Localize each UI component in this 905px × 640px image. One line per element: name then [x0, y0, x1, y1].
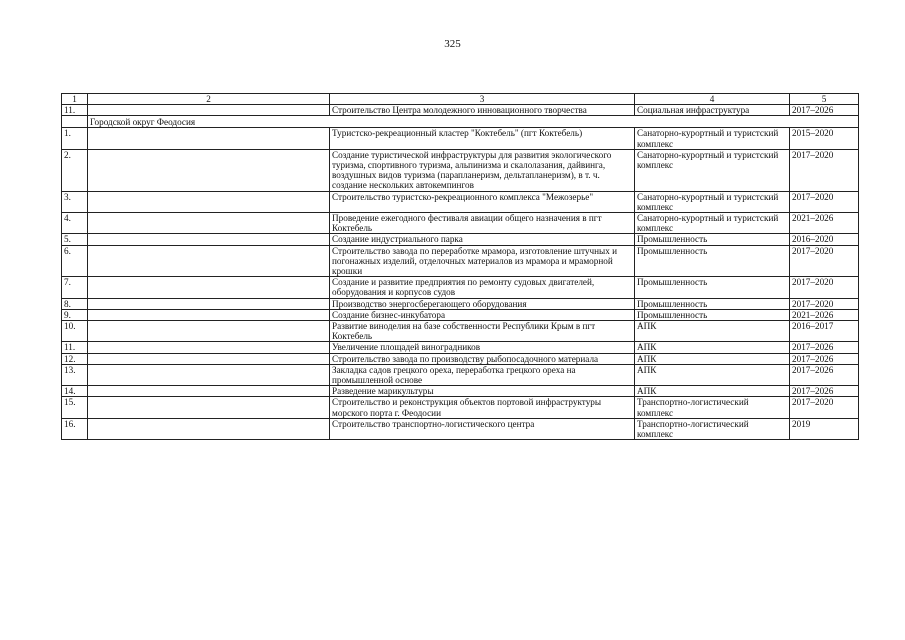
row-empty-cell — [88, 298, 330, 309]
project-cell: Строительство завода по производству рыбопосадочного материала — [330, 353, 635, 364]
row-number-cell: 4. — [62, 213, 88, 234]
term-cell: 2017–2020 — [790, 277, 859, 298]
table-row — [62, 321, 859, 342]
row-empty-cell — [88, 353, 330, 364]
project-cell: Создание туристической инфраструктуры для развития экологического туризма, спортивного туризма, альпинизма и скалолазания, дайвинга, воздушных видов туризма (парапланеризм, дельтапланеризм), в т. ч. создание нескольких автокемпингов — [330, 149, 635, 191]
project-cell: Туристско-рекреационный кластер "Коктебель" (пгт Коктебель) — [330, 128, 635, 149]
row-empty-cell — [88, 321, 330, 342]
term-cell: 2021–2026 — [790, 213, 859, 234]
row-number-cell: 11. — [62, 342, 88, 353]
row-number-cell: 9. — [62, 309, 88, 320]
term-cell: 2017–2020 — [790, 191, 859, 212]
row-empty-cell — [88, 245, 330, 277]
row-number-cell: 5. — [62, 234, 88, 245]
project-cell: Проведение ежегодного фестиваля авиации общего назначения в пгт Коктебель — [330, 213, 635, 234]
table-row — [62, 364, 859, 385]
project-cell: Создание индустриального парка — [330, 234, 635, 245]
row-empty-cell — [88, 149, 330, 191]
project-cell: Разведение марикультуры — [330, 386, 635, 397]
row-number-cell: 6. — [62, 245, 88, 277]
row-number-cell: 8. — [62, 298, 88, 309]
sector-cell: Санаторно-курортный и туристский комплекс — [635, 149, 790, 191]
table-row — [62, 353, 859, 364]
sector-cell: АПК — [635, 321, 790, 342]
table-row — [62, 342, 859, 353]
project-cell: Строительство туристско-рекреационного комплекса "Межозерье" — [330, 191, 635, 212]
sector-cell: Транспортно-логистический комплекс — [635, 397, 790, 418]
term-cell: 2017–2020 — [790, 298, 859, 309]
term-cell: 2017–2020 — [790, 149, 859, 191]
project-cell: Увеличение площадей виноградников — [330, 342, 635, 353]
term-cell: 2017–2026 — [790, 386, 859, 397]
row-empty-cell — [88, 277, 330, 298]
projects-table — [61, 93, 859, 440]
term-cell: 2017–2020 — [790, 397, 859, 418]
row-empty-cell — [88, 309, 330, 320]
table-row — [62, 245, 859, 277]
row-empty-cell — [88, 397, 330, 418]
row-empty-cell — [88, 342, 330, 353]
table-row — [62, 309, 859, 320]
row-number-cell: 13. — [62, 364, 88, 385]
column-header-4: 4 — [635, 94, 790, 105]
table-row — [62, 386, 859, 397]
project-cell: Развитие виноделия на базе собственности Республики Крым в пгт Коктебель — [330, 321, 635, 342]
sector-cell: Санаторно-курортный и туристский комплекс — [635, 128, 790, 149]
term-cell: 2017–2026 — [790, 353, 859, 364]
table-row — [62, 149, 859, 191]
column-header-3: 3 — [330, 94, 635, 105]
row-number-cell: 10. — [62, 321, 88, 342]
sector-cell: АПК — [635, 342, 790, 353]
project-cell: Строительство и реконструкция объектов портовой инфраструктуры морского порта г. Феодосии — [330, 397, 635, 418]
sector-cell: Промышленность — [635, 234, 790, 245]
term-cell: 2017–2026 — [790, 342, 859, 353]
table-row — [62, 234, 859, 245]
table-row — [62, 128, 859, 149]
term-cell: 2021–2026 — [790, 309, 859, 320]
sector-cell: Социальная инфраструктура — [635, 105, 790, 116]
row-number-cell: 14. — [62, 386, 88, 397]
table-row — [62, 277, 859, 298]
term-cell: 2019 — [790, 418, 859, 439]
row-empty-cell — [88, 386, 330, 397]
row-empty-cell — [88, 105, 330, 116]
sector-cell: АПК — [635, 364, 790, 385]
project-cell: Строительство завода по переработке мрамора, изготовление штучных и погонажных изделий, отделочных материалов из мрамора и мраморной крошки — [330, 245, 635, 277]
table-row — [62, 298, 859, 309]
column-header-1: 1 — [62, 94, 88, 105]
term-cell: 2016–2017 — [790, 321, 859, 342]
row-empty-cell — [88, 213, 330, 234]
project-cell: Создание бизнес-инкубатора — [330, 309, 635, 320]
sector-cell: Санаторно-курортный и туристский комплекс — [635, 191, 790, 212]
column-header-5: 5 — [790, 94, 859, 105]
table-row — [62, 105, 859, 116]
term-cell: 2016–2020 — [790, 234, 859, 245]
sector-cell: АПК — [635, 353, 790, 364]
term-cell: 2017–2026 — [790, 105, 859, 116]
project-cell: Строительство транспортно-логистического центра — [330, 418, 635, 439]
row-number-cell: 12. — [62, 353, 88, 364]
sector-cell: Промышленность — [635, 298, 790, 309]
term-cell: 2017–2026 — [790, 364, 859, 385]
table-row — [62, 397, 859, 418]
row-empty-cell — [88, 128, 330, 149]
section-row — [62, 116, 859, 128]
row-empty-cell — [88, 418, 330, 439]
row-number-cell: 3. — [62, 191, 88, 212]
sector-cell: Промышленность — [635, 277, 790, 298]
row-number-cell: 11. — [62, 105, 88, 116]
sector-cell: АПК — [635, 386, 790, 397]
term-cell: 2017–2020 — [790, 245, 859, 277]
table-header — [62, 94, 859, 105]
row-number-cell: 7. — [62, 277, 88, 298]
section-title: Городской округ Феодосия — [88, 116, 859, 128]
table-row — [62, 191, 859, 212]
row-number-cell: 2. — [62, 149, 88, 191]
sector-cell: Промышленность — [635, 309, 790, 320]
table-row — [62, 418, 859, 439]
section-number-cell — [62, 116, 88, 128]
project-cell: Производство энергосберегающего оборудования — [330, 298, 635, 309]
row-empty-cell — [88, 364, 330, 385]
row-empty-cell — [88, 191, 330, 212]
project-cell: Создание и развитие предприятия по ремонту судовых двигателей, оборудования и корпусов судов — [330, 277, 635, 298]
table-row — [62, 213, 859, 234]
project-cell: Закладка садов грецкого ореха, переработка грецкого ореха на промышленной основе — [330, 364, 635, 385]
row-empty-cell — [88, 234, 330, 245]
row-number-cell: 15. — [62, 397, 88, 418]
sector-cell: Транспортно-логистический комплекс — [635, 418, 790, 439]
table-body — [62, 105, 859, 440]
column-header-2: 2 — [88, 94, 330, 105]
project-cell: Строительство Центра молодежного инновационного творчества — [330, 105, 635, 116]
sector-cell: Промышленность — [635, 245, 790, 277]
term-cell: 2015–2020 — [790, 128, 859, 149]
row-number-cell: 16. — [62, 418, 88, 439]
page-number: 325 — [444, 38, 461, 50]
sector-cell: Санаторно-курортный и туристский комплекс — [635, 213, 790, 234]
row-number-cell: 1. — [62, 128, 88, 149]
header-row — [62, 94, 859, 105]
